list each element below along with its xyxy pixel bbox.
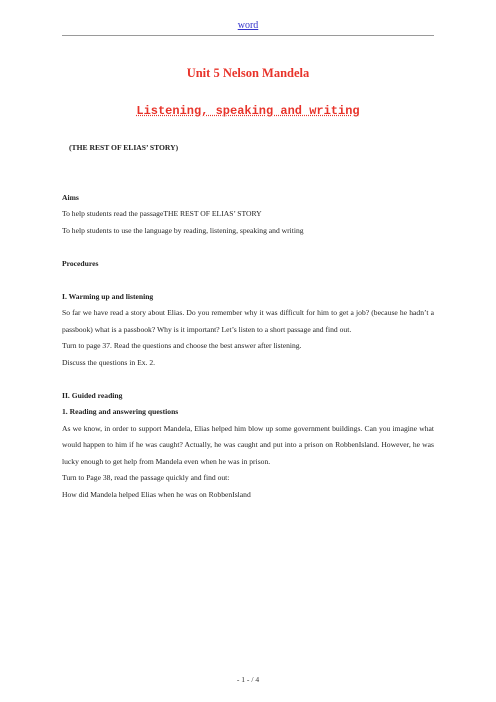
section-heading-guided-reading: II. Guided reading [62, 390, 123, 400]
subtitle-text: Listening, speaking and writing [136, 104, 360, 118]
paragraph: Turn to Page 38, read the passage quickly and find out: [62, 473, 230, 482]
aims-heading: Aims [62, 192, 79, 202]
document-body [62, 140, 434, 503]
page-subtitle [0, 104, 496, 118]
story-heading: (THE REST OF ELIAS’ STORY) [69, 143, 179, 152]
header-link[interactable]: word [237, 20, 259, 31]
page-number: - 1 - / 4 [236, 675, 260, 684]
section-heading-warming-up: I. Warming up and listening [62, 291, 154, 301]
header-divider [62, 35, 434, 36]
paragraph: How did Mandela helped Elias when he was on RobbenIsland [62, 489, 251, 499]
subsection-heading: 1. Reading and answering questions [62, 407, 179, 416]
page-title: Unit 5 Nelson Mandela [186, 66, 310, 80]
paragraph: As we know, in order to support Mandela, Elias helped him blow up some government buildings. Can you imagine what would happen to him if he was caught? Actually, he was caught and put into a prison on RobbenIsland. However, he was lucky enough to get help from Mandela even when he was in prison. [62, 423, 434, 466]
aim-item: To help students to use the language by reading, listening, speaking and writing [62, 225, 304, 235]
paragraph: Discuss the questions in Ex. 2. [62, 357, 156, 367]
paragraph: Turn to page 37. Read the questions and choose the best answer after listening. [62, 341, 302, 350]
paragraph: So far we have read a story about Elias. Do you remember why it was difficult for him to get a job? (because he hadn’t a passbook) what is a passbook? Why is it important? Let’s listen to a short passage and find out. [62, 308, 434, 334]
aim-item: To help students read the passageTHE REST OF ELIAS’ STORY [62, 209, 262, 218]
procedures-heading: Procedures [62, 258, 99, 268]
